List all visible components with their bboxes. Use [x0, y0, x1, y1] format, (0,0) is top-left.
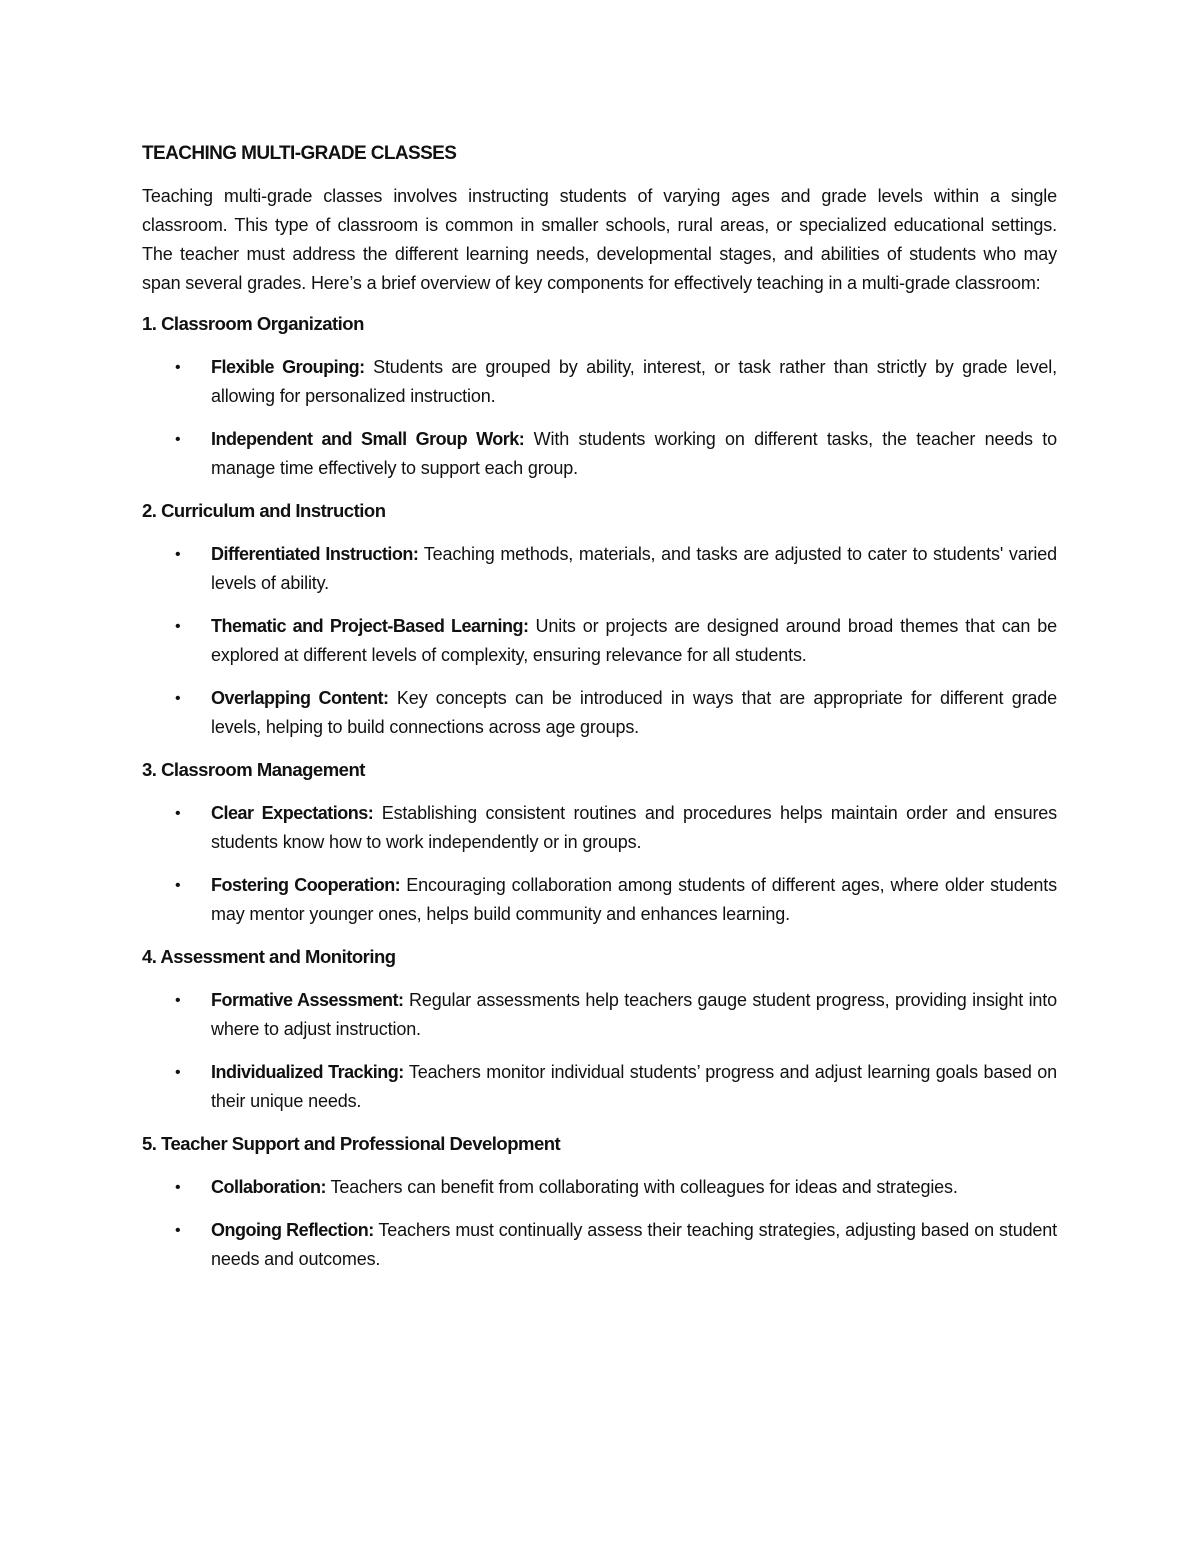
list-item	[142, 1216, 1057, 1274]
bullet-term: Overlapping Content:	[211, 688, 389, 708]
bullet-icon: •	[175, 877, 181, 894]
list-item	[142, 353, 1057, 411]
section-curriculum-instruction	[142, 497, 1057, 742]
bullet-text: Regular assessments help teachers gauge student progress, providing insight into where to adjust instruction.	[211, 990, 1058, 1039]
bullet-list	[142, 986, 1057, 1116]
bullet-term: Thematic and Project-Based Learning:	[211, 616, 529, 636]
bullet-icon: •	[175, 546, 181, 563]
list-item	[142, 799, 1057, 857]
list-item	[142, 871, 1057, 929]
bullet-list	[142, 1173, 1057, 1274]
bullet-term: Formative Assessment:	[211, 990, 404, 1010]
bullet-text: With students working on different tasks, the teacher needs to manage time effectively to support each group.	[211, 429, 1057, 478]
document-page	[142, 140, 1057, 1288]
bullet-icon: •	[175, 431, 181, 448]
section-heading: 2. Curriculum and Instruction	[142, 500, 386, 521]
bullet-text: Establishing consistent routines and procedures helps maintain order and ensures students know how to work independently or in groups.	[211, 803, 1057, 852]
bullet-text: Teachers must continually assess their teaching strategies, adjusting based on student needs and outcomes.	[211, 1220, 1058, 1269]
list-item	[142, 986, 1057, 1044]
section-heading: 5. Teacher Support and Professional Development	[142, 1133, 561, 1154]
bullet-icon: •	[175, 1179, 181, 1196]
list-item	[142, 612, 1057, 670]
list-item	[142, 1058, 1057, 1116]
section-heading: 4. Assessment and Monitoring	[142, 946, 396, 967]
bullet-term: Fostering Cooperation:	[211, 875, 401, 895]
bullet-text: Key concepts can be introduced in ways that are appropriate for different grade levels, helping to build connections across age groups.	[211, 688, 1057, 737]
section-teacher-support	[142, 1130, 1057, 1274]
bullet-text: Students are grouped by ability, interest, or task rather than strictly by grade level, allowing for personalized instruction.	[211, 357, 1057, 406]
bullet-term: Collaboration:	[211, 1177, 326, 1197]
bullet-text: Units or projects are designed around broad themes that can be explored at different levels of complexity, ensuring relevance for all students.	[211, 616, 1057, 665]
document-title: TEACHING MULTI-GRADE CLASSES	[142, 143, 457, 164]
bullet-icon: •	[175, 690, 181, 707]
bullet-term: Differentiated Instruction:	[211, 544, 419, 564]
bullet-icon: •	[175, 618, 181, 635]
section-heading: 3. Classroom Management	[142, 759, 365, 780]
intro-paragraph: Teaching multi-grade classes involves instructing students of varying ages and grade levels within a single classroom. This type of classroom is common in smaller schools, rural areas, or specialized educational settings. The teacher must address the different learning needs, developmental stages, and abilities of students who may span several grades. Here’s a brief overview of key components for effectively teaching in a multi-grade classroom:	[142, 186, 1057, 293]
bullet-text: Teaching methods, materials, and tasks are adjusted to cater to students' varied levels of ability.	[211, 544, 1057, 593]
bullet-term: Ongoing Reflection:	[211, 1220, 374, 1240]
bullet-text: Teachers monitor individual students’ progress and adjust learning goals based on their unique needs.	[211, 1062, 1057, 1111]
section-classroom-management	[142, 756, 1057, 929]
bullet-list	[142, 353, 1057, 483]
bullet-term: Flexible Grouping:	[211, 357, 365, 377]
bullet-list	[142, 799, 1057, 929]
section-assessment-monitoring	[142, 943, 1057, 1116]
bullet-icon: •	[175, 805, 181, 822]
bullet-text: Encouraging collaboration among students of different ages, where older students may mentor younger ones, helps build community and enhances learning.	[211, 875, 1057, 924]
bullet-icon: •	[175, 1222, 181, 1239]
list-item	[142, 1173, 1057, 1202]
bullet-icon: •	[175, 992, 181, 1009]
bullet-icon: •	[175, 1064, 181, 1081]
bullet-list	[142, 540, 1057, 742]
list-item	[142, 540, 1057, 598]
list-item	[142, 425, 1057, 483]
bullet-text: Teachers can benefit from collaborating with colleagues for ideas and strategies.	[326, 1177, 958, 1197]
bullet-icon: •	[175, 359, 181, 376]
section-classroom-organization	[142, 310, 1057, 483]
section-heading: 1. Classroom Organization	[142, 313, 364, 334]
bullet-term: Clear Expectations:	[211, 803, 374, 823]
list-item	[142, 684, 1057, 742]
bullet-term: Independent and Small Group Work:	[211, 429, 525, 449]
bullet-term: Individualized Tracking:	[211, 1062, 404, 1082]
